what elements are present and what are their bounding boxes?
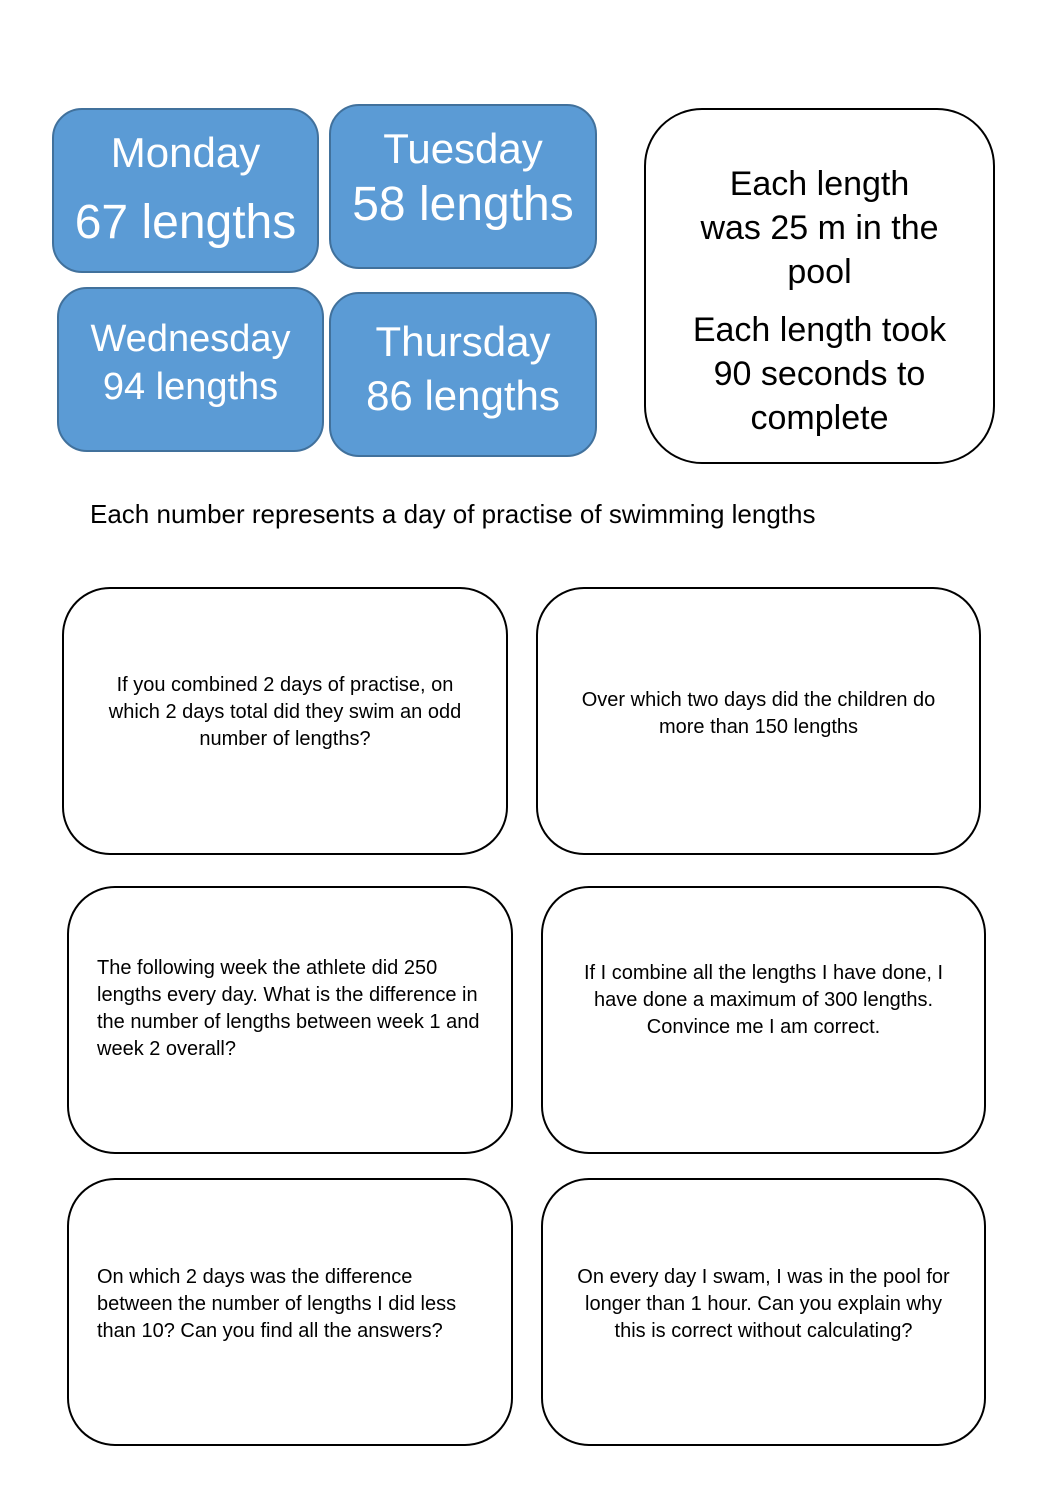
question-text: On which 2 days was the difference between the number of lengths I did less than 10? Can you find all the answers?	[97, 1265, 457, 1342]
info-length-time: Each length took 90 seconds to complete	[692, 311, 947, 437]
question-text: If I combine all the lengths I have done, I have done a maximum of 300 lengths. Convince me I am correct.	[583, 961, 944, 1038]
day-name: Monday	[110, 129, 261, 176]
question-card-3	[67, 886, 513, 1154]
day-name: Thursday	[375, 318, 551, 365]
question-card-1	[62, 587, 508, 855]
day-card-tuesday	[329, 104, 597, 269]
day-card-thursday	[329, 292, 597, 457]
question-card-6	[541, 1178, 986, 1446]
question-text: If you combined 2 days of practise, on which 2 days total did they swim an odd number of lengths?	[108, 673, 462, 750]
question-card-4	[541, 886, 986, 1154]
day-lengths: 58 lengths	[352, 178, 574, 231]
info-box	[644, 108, 995, 464]
question-text: Over which two days did the children do more than 150 lengths	[581, 689, 936, 738]
day-lengths: 94 lengths	[102, 366, 279, 408]
day-lengths: 86 lengths	[366, 372, 560, 419]
question-text: On every day I swam, I was in the pool for longer than 1 hour. Can you explain why this is correct without calculating?	[577, 1265, 950, 1342]
day-card-wednesday	[57, 287, 324, 452]
intro-text: Each number represents a day of practise of swimming lengths	[90, 499, 816, 529]
day-card-monday	[52, 108, 319, 273]
day-name: Wednesday	[90, 318, 291, 360]
day-lengths: 67 lengths	[74, 196, 297, 249]
question-card-5	[67, 1178, 513, 1446]
info-pool-length: Each length was 25 m in the pool	[700, 165, 939, 291]
question-card-2	[536, 587, 981, 855]
day-name: Tuesday	[383, 125, 543, 172]
question-text: The following week the athlete did 250 lengths every day. What is the difference in the number of lengths between week 1 and week 2 overall?	[97, 957, 480, 1060]
